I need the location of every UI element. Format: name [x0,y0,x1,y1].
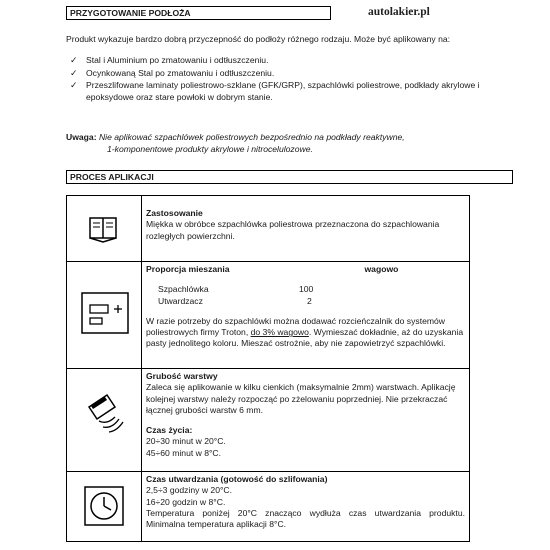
mixing-content [142,262,470,369]
curing-title: Czas utwardzania (gotowość do szlifowania) [146,474,328,484]
curing-content [142,472,470,542]
checkmark-icon: ✓ [70,67,78,78]
mixing-ratio-icon [81,292,129,334]
curing-line: 16÷20 godzin w 8°C. [146,496,226,507]
pot-life-line: 20÷30 minut w 20°C. [146,436,226,447]
section-title-process: PROCES APLIKACJI [66,170,513,184]
thickness-title: Grubość warstwy [146,371,218,381]
spatula-icon [85,391,125,433]
curing-line: Temperatura poniżej 20°C znacząco wydłuża czas utwardzania produktu. Minimalna temperatura aplikacji 8°C. [146,507,465,530]
mixing-header [146,264,465,275]
checkmark-icon: ✓ [70,55,78,65]
warning-text-line2: 1-komponentowe produkty akrylowe i nitrocelulozowe. [107,144,313,154]
intro-text: Produkt wykazuje bardzo dobrą przyczepność do podłoży różnego rodzaju. Może być aplikowany na: [66,34,451,44]
table-row-curing [67,472,470,542]
clock-icon [84,486,124,526]
icon-cell [67,196,142,262]
icon-cell [67,369,142,472]
thickness-content [142,369,470,472]
book-icon [87,212,121,246]
pot-life-title: Czas życia: [146,425,193,436]
icon-cell [67,262,142,369]
mixing-row: Utwardzacz 2 [158,295,312,306]
section-title-substrate: PRZYGOTOWANIE PODŁOŻA [66,6,331,20]
usage-content [142,196,470,262]
table-row-mixing [67,262,470,369]
process-table [66,195,470,542]
brand-logo: autolakier.pl [368,6,430,18]
pot-life-line: 45÷60 minut w 8°C. [146,447,222,458]
icon-cell [67,472,142,542]
mixing-unit: wagowo [364,264,399,274]
curing-line: 2,5÷3 godziny w 20°C. [146,485,233,496]
usage-text: Miękka w obróbce szpachlówka poliestrowa przeznaczona do szpachlowania rozległych powierzchni. [146,219,440,241]
usage-title: Zastosowanie [146,208,203,218]
substrate-list [66,55,496,104]
mixing-note: W razie potrzeby do szpachlówki można dodawać rozcieńczalnik do systemów poliestrowych firmy Troton, do 3% wagowo. Wymieszać dokładnie, aż do uzyskania pasty jednolitego koloru. Mieszać ostrożnie, aby nie zapowietrzyć szpachlówki. [146,315,464,349]
list-item: ✓ Przeszlifowane laminaty poliestrowo-szklane (GFK/GRP), szpachlówki poliestrowe, podkłady akrylowe i epoksydowe oraz stare powłoki w dobrym stanie. [70,80,480,102]
list-item: ✓ Stal i Aluminium po zmatowaniu i odtłuszczeniu. [70,55,269,65]
mixing-title: Proporcja mieszania [146,264,230,274]
warning-text-line1: Nie aplikować szpachlówek poliestrowych bezpośrednio na podkłady reaktywne, [98,132,405,142]
list-item: ✓ Ocynkowaną Stal po zmatowaniu i odtłuszczeniu. [70,67,275,78]
warning-label: Uwaga: [66,132,97,142]
thickness-text: Zaleca się aplikowanie w kilku cienkich (maksymalnie 2mm) warstwach. Aplikację kolejnej warstwy należy rozpocząć po zżelowaniu poprzedniej. Nie przekraczać łącznej grubości warstw 6 mm. [146,382,456,415]
checkmark-icon: ✓ [70,80,78,90]
warning-note [66,131,506,155]
table-row-usage [67,196,470,262]
mixing-row: Szpachlówka 100 [158,284,314,295]
table-row-thickness [67,369,470,472]
